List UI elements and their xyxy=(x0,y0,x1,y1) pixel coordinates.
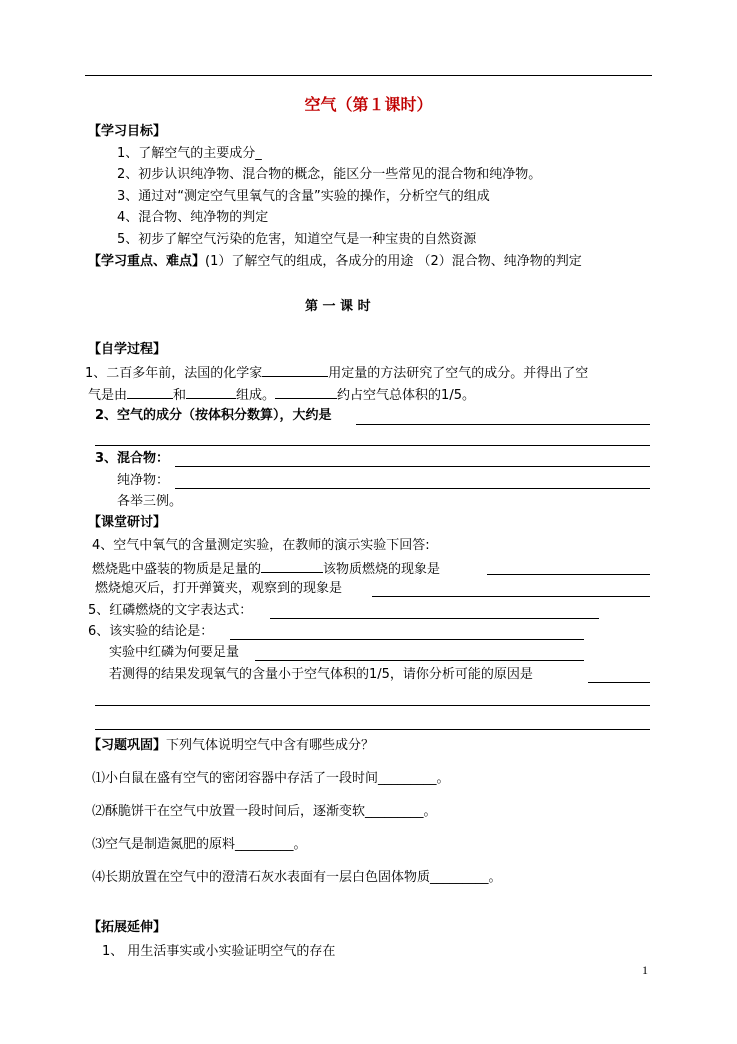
self-study-heading: 【自学过程】 xyxy=(88,342,167,357)
answer-line-pure xyxy=(175,487,650,489)
blank-component-3 xyxy=(275,385,337,399)
q4-text-a: 燃烧匙中盛装的物质是足量的 xyxy=(92,562,262,577)
exercise-item-3: ⑶空气是制造氮肥的原料_________。 xyxy=(92,837,307,852)
keypoints-heading: 【学习重点、难点】 xyxy=(88,254,206,269)
q1-text-b: 用定量的方法研究了空气的成分。并得出了空 xyxy=(328,366,589,381)
answer-line-reason-b xyxy=(95,704,650,706)
question-4-a xyxy=(92,559,440,578)
question-1-line-1 xyxy=(85,363,588,382)
exercise-line xyxy=(88,738,374,754)
answer-line-equation xyxy=(270,617,599,619)
answer-line-observation xyxy=(372,595,650,597)
objective-item-4: 4、混合物、纯净物的判定 xyxy=(117,210,269,225)
answer-line-burn-phenomenon xyxy=(487,573,650,575)
class-study-heading: 【课堂研讨】 xyxy=(88,515,167,530)
keypoints-text: (1）了解空气的组成，各成分的用途 （2）混合物、纯净物的判定 xyxy=(205,254,582,269)
top-rule xyxy=(85,75,652,76)
keypoints-line xyxy=(88,254,582,270)
answer-line-mixture xyxy=(175,465,650,467)
exercise-item-4: ⑷长期放置在空气中的澄清石灰水表面有一层白色固体物质_________。 xyxy=(92,870,502,885)
objectives-heading: 【学习目标】 xyxy=(88,124,167,139)
question-6-b: 若测得的结果发现氧气的含量小于空气体积的1/5，请你分析可能的原因是 xyxy=(109,667,533,682)
blank-substance xyxy=(261,559,323,573)
q1-text-a: 1、二百多年前，法国的化学家 xyxy=(85,366,263,381)
blank-component-1 xyxy=(127,385,173,399)
answer-line-q2-a xyxy=(356,423,650,425)
page-number: 1 xyxy=(642,963,648,977)
question-4: 4、空气中氧气的含量测定实验，在教师的演示实验下回答: xyxy=(92,538,430,553)
answer-line-reason-a xyxy=(588,681,650,683)
question-2: 2、空气的成分（按体积分数算），大约是 xyxy=(95,408,332,423)
question-3 xyxy=(95,451,169,467)
q1-text-c: 气是由 xyxy=(88,388,128,403)
exercise-item-2: ⑵酥脆饼干在空气中放置一段时间后，逐渐变软_________。 xyxy=(92,804,437,819)
lesson-heading: 第 一 课 时 xyxy=(305,299,371,314)
blank-component-2 xyxy=(186,385,236,399)
question-4-c: 燃烧熄灭后，打开弹簧夹，观察到的现象是 xyxy=(95,581,343,596)
q3-mixture-label: 3、混合物： xyxy=(95,451,170,466)
question-6: 6、该实验的结论是： xyxy=(88,624,214,639)
question-6-a: 实验中红磷为何要足量 xyxy=(109,645,240,660)
answer-line-reason-c xyxy=(95,728,650,730)
objective-item-1: 1、了解空气的主要成分_ xyxy=(117,146,262,161)
page-title: 空气（第１课时） xyxy=(304,95,433,114)
exercise-intro: 下列气体说明空气中含有哪些成分？ xyxy=(166,738,375,753)
objective-item-2: 2、初步认识纯净物、混合物的概念，能区分一些常见的混合物和纯净物。 xyxy=(117,167,542,182)
question-1-line-2 xyxy=(88,385,475,404)
q1-text-d: 和 xyxy=(173,388,187,403)
question-5: 5、红磷燃烧的文字表达式： xyxy=(88,603,253,618)
objective-item-3: 3、通过对“测定空气里氧气的含量”实验的操作，分析空气的组成 xyxy=(117,189,490,204)
answer-line-q2-b xyxy=(95,444,650,446)
q3-examples: 各举三例。 xyxy=(117,494,183,509)
q1-text-f: 约占空气总体积的1/5。 xyxy=(337,388,475,403)
blank-chemist xyxy=(262,363,328,377)
exercise-item-1: ⑴小白鼠在盛有空气的密闭容器中存活了一段时间_________。 xyxy=(92,771,450,786)
q4-text-b: 该物质燃烧的现象是 xyxy=(323,562,441,577)
answer-line-conclusion xyxy=(230,638,584,640)
exercise-heading: 【习题巩固】 xyxy=(88,738,167,753)
extension-item: 1、 用生活事实或小实验证明空气的存在 xyxy=(102,944,336,959)
extension-heading: 【拓展延伸】 xyxy=(88,920,167,935)
answer-line-why-excess xyxy=(255,659,584,661)
q1-text-e: 组成。 xyxy=(236,388,276,403)
q3-pure-label: 纯净物： xyxy=(117,473,170,488)
objective-item-5: 5、初步了解空气污染的危害，知道空气是一种宝贵的自然资源 xyxy=(117,232,477,247)
